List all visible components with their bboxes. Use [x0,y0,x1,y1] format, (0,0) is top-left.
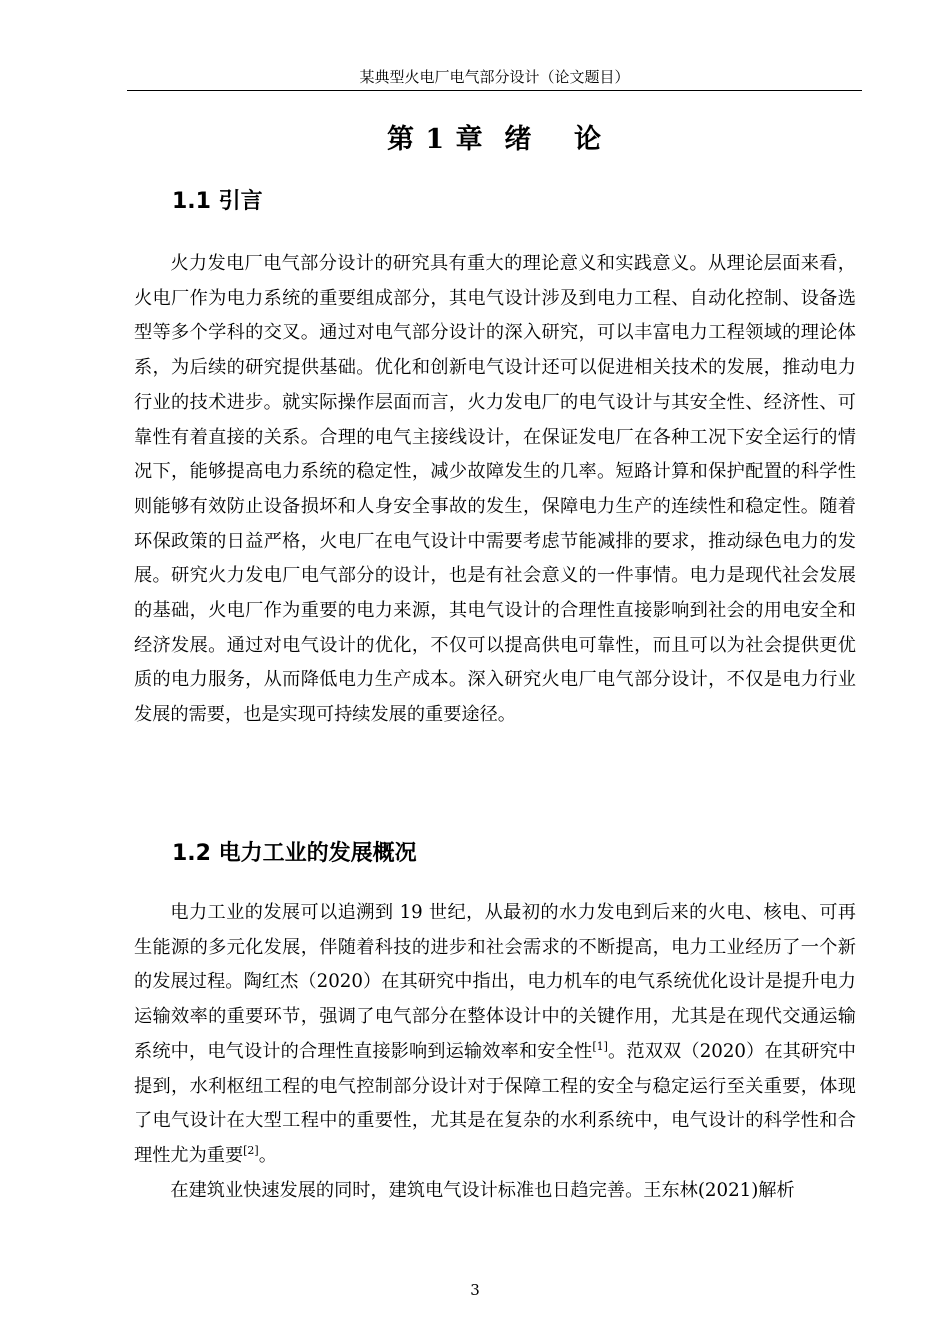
paragraph-text: 电力工业的发展可以追溯到 19 世纪，从最初的水力发电到后来的火电、核电、可再生能源的多元化发展，伴随着科技的进步和社会需求的不断提高，电力工业经历了一个新的发展过程。陶红杰（2020）在其研究中指出，电力机车的电气系统优化设计是提升电力运输效率的重要环节，强调了电气部分在整体设计中的关键作用，尤其是在现代交通运输系统中，电气设计的合理性直接影响到运输效率和安全性 [134,902,856,1062]
section-heading-1-2: 1.2 电力工业的发展概况 [172,841,417,866]
section-1-1-paragraph: 火力发电厂电气部分设计的研究具有重大的理论意义和实践意义。从理论层面来看，火电厂作为电力系统的重要组成部分，其电气设计涉及到电力工程、自动化控制、设备选型等多个学科的交叉。通过对电气部分设计的深入研究，可以丰富电力工程领域的理论体系，为后续的研究提供基础。优化和创新电气设计还可以促进相关技术的发展，推动电力行业的技术进步。就实际操作层面而言，火力发电厂的电气设计与其安全性、经济性、可靠性有着直接的关系。合理的电气主接线设计，在保证发电厂在各种工况下安全运行的情况下，能够提高电力系统的稳定性，减少故障发生的几率。短路计算和保护配置的科学性则能够有效防止设备损坏和人身安全事故的发生，保障电力生产的连续性和稳定性。随着环保政策的日益严格，火电厂在电气设计中需要考虑节能减排的要求，推动绿色电力的发展。研究火力发电厂电气部分的设计，也是有社会意义的一件事情。电力是现代社会发展的基础，火电厂作为重要的电力来源，其电气设计的合理性直接影响到社会的用电安全和经济发展。通过对电气设计的优化，不仅可以提高供电可靠性，而且可以为社会提供更优质的电力服务，从而降低电力生产成本。深入研究火电厂电气部分设计，不仅是电力行业发展的需要，也是实现可持续发展的重要途径。 [134,253,856,726]
citation-ref-1[interactable]: [1] [592,1039,608,1053]
running-title: 某典型火电厂电气部分设计（论文题目） [359,68,630,86]
chapter-title: 第 1 章 绪 论 [387,124,602,155]
citation-ref-2[interactable]: [2] [243,1143,259,1157]
paragraph-text: 。 [258,1144,277,1166]
page-number: 3 [470,1281,480,1299]
running-header [127,66,862,91]
section-heading-1-1: 1.1 引言 [172,189,263,214]
section-1-2-paragraph-2: 在建筑业快速发展的同时，建筑电气设计标准也日趋完善。王东林(2021)解析 [170,1180,795,1201]
paragraph-text: 。范双双（2020）在其研究中提到，水利枢纽工程的电气控制部分设计对于保障工程的安全与稳定运行至关重要，体现了电气设计在大型工程中的重要性，尤其是在复杂的水利系统中，电气设计的科学性和合理性尤为重要 [134,1040,856,1166]
section-1-2-paragraph-1 [134,896,856,1174]
